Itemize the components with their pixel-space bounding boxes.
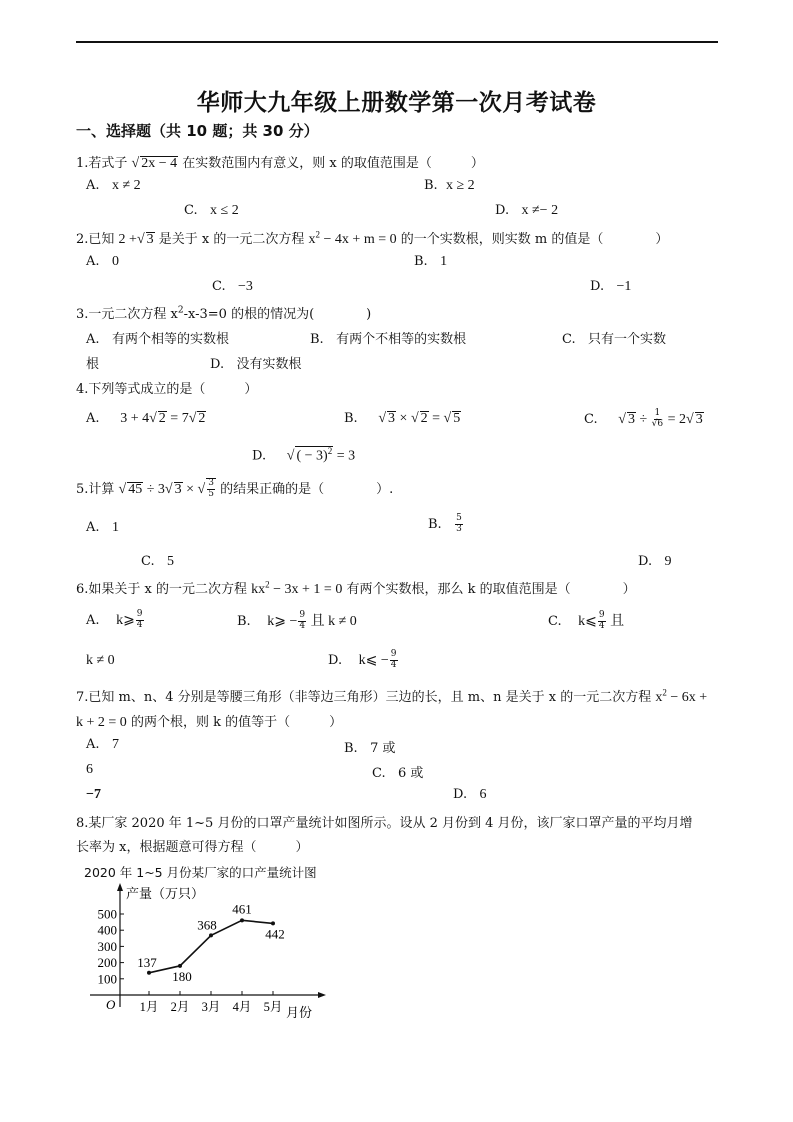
- y-tick-label: 200: [97, 955, 117, 971]
- q3-option-c-cont: 根: [86, 357, 100, 372]
- data-point: [209, 933, 213, 937]
- x-tick-label: 1月: [139, 1000, 159, 1014]
- question-1: 1.若式子 √ 2x − 4 在实数范围内有意义，则 x 的取值范围是（ ）: [76, 156, 484, 171]
- q3-option-d[interactable]: D. 没有实数根: [210, 357, 302, 372]
- question-4: 4.下列等式成立的是（ ）: [76, 382, 258, 397]
- question-5: 5.计算 √ 45 ÷ 3√ 3 × √ $\frac{3}{5}$ 的结果正确的是（ ）.: [76, 478, 394, 499]
- question-8-line-2: 长率为 x，根据题意可得方程（ ）: [76, 840, 309, 855]
- q6-option-c[interactable]: C. k⩽ $\frac{9}{4}$ 且: [548, 610, 625, 631]
- q3-option-c[interactable]: C. 只有一个实数: [562, 332, 667, 347]
- page-title: 华师大九年级上册数学第一次月考试卷: [196, 90, 597, 116]
- question-8-line-1: 8.某厂家 2020 年 1~5 月份的口罩产量统计如图所示。设从 2 月份到 4 月份，该厂家口罩产量的平均月增: [76, 816, 693, 831]
- q2-option-a[interactable]: A. 0: [86, 254, 119, 269]
- q2-option-d[interactable]: D. −1: [590, 279, 632, 294]
- x-axis-label: 月份: [286, 1005, 313, 1020]
- q3-option-a[interactable]: A. 有两个相等的实数根: [86, 332, 229, 347]
- origin-label: O: [106, 997, 116, 1012]
- x-tick-label: 3月: [201, 1000, 221, 1014]
- q7-option-c[interactable]: C. 6 或: [372, 766, 424, 781]
- x-tick-label: 2月: [170, 1000, 190, 1014]
- y-tick-label: 500: [97, 906, 117, 922]
- data-label: 368: [197, 917, 217, 933]
- q7-option-a[interactable]: A. 7: [86, 737, 119, 752]
- q4-option-a[interactable]: A. 3 + 4√ 2 = 7√ 2: [86, 411, 206, 426]
- q5-option-b[interactable]: B. $\frac{5}{3}$: [428, 513, 462, 534]
- data-label: 442: [265, 926, 285, 942]
- x-tick-label: 4月: [232, 1000, 252, 1014]
- q1-radical: 2x − 4: [141, 156, 178, 171]
- q4-option-c[interactable]: C. √ 3 ÷ $\frac{1}{√6}$ = 2√ 3: [584, 408, 703, 429]
- q7-option-d[interactable]: D. 6: [453, 787, 487, 802]
- q1-option-b[interactable]: B. x ≥ 2: [424, 178, 475, 193]
- q1-option-c[interactable]: C. x ≤ 2: [184, 203, 239, 218]
- q4-option-d[interactable]: D. √ ( − 3)$^2$ = 3: [252, 446, 356, 464]
- q4-option-b[interactable]: B. √ 3 × √ 2 = √ 5: [344, 411, 461, 426]
- q5-option-d[interactable]: D. 9: [638, 554, 672, 569]
- q7-option-b-cont: 6: [86, 762, 93, 777]
- data-label: 180: [172, 968, 192, 984]
- q6-option-a[interactable]: A. k⩾ $\frac{9}{4}$: [86, 609, 143, 630]
- q1-stem-post: 在实数范围内有意义，则 x 的取值范围是（ ）: [182, 156, 484, 171]
- q1-option-a[interactable]: A. x ≠ 2: [86, 178, 141, 193]
- q1-stem: 1.若式子: [76, 156, 128, 171]
- y-tick-label: 100: [97, 971, 117, 987]
- x-axis-arrow: [318, 992, 326, 998]
- data-point: [147, 971, 151, 975]
- question-7-line-1: 7.已知 m、n、4 分别是等腰三角形（非等边三角形）三边的长，且 m、n 是关于 x 的一元二次方程 $x^2 - 6x$ +: [76, 687, 708, 705]
- data-point: [178, 964, 182, 968]
- chart-title: 2020 年 1~5 月份某厂家的口产量统计图: [84, 865, 317, 880]
- y-axis-label: 产量（万只）: [126, 886, 205, 901]
- q3-option-b[interactable]: B. 有两个不相等的实数根: [310, 332, 467, 347]
- y-tick-label: 400: [97, 922, 117, 938]
- x-tick-label: 5月: [263, 1000, 283, 1014]
- production-line-chart: [80, 880, 330, 1020]
- q6-option-c-cont: k ≠ 0: [86, 653, 115, 668]
- q5-option-c[interactable]: C. 5: [141, 554, 175, 569]
- y-axis-arrow: [117, 883, 123, 891]
- question-3: 3.一元二次方程 $x^2-x-3=0$ 的根的情况为( ): [76, 305, 372, 322]
- q6-option-d[interactable]: D. k⩽ − $\frac{9}{4}$: [328, 649, 397, 670]
- question-7-line-2: k + 2 = 0 的两个根，则 k 的值等于（ ）: [76, 715, 343, 730]
- data-point: [271, 921, 275, 925]
- q7-option-c-cont: −7: [86, 787, 101, 802]
- q5-option-a[interactable]: A. 1: [86, 520, 119, 535]
- data-label: 461: [232, 901, 252, 917]
- header-rule: [76, 41, 718, 43]
- q7-option-b[interactable]: B. 7 或: [344, 741, 396, 756]
- data-label: 137: [137, 954, 157, 970]
- q1-option-d[interactable]: D. x ≠− 2: [495, 203, 559, 218]
- section-heading: 一、选择题（共 10 题；共 30 分）: [76, 122, 319, 140]
- q2-option-b[interactable]: B. 1: [414, 254, 448, 269]
- question-2: 2.已知 2 +√ 3 是关于 x 的一元二次方程 $x^2 - 4x + m = 0$ 的一个实数根，则实数 m 的值是（ ）: [76, 229, 669, 247]
- question-6: 6.如果关于 x 的一元二次方程 $kx^2 - 3x + 1 = 0$ 有两个实数根，那么 k 的取值范围是（ ）: [76, 579, 636, 597]
- data-point: [240, 918, 244, 922]
- q2-option-c[interactable]: C. −3: [212, 279, 253, 294]
- y-tick-label: 300: [97, 938, 117, 954]
- q6-option-b[interactable]: B. k⩾ − $\frac{9}{4}$ 且 k ≠ 0: [237, 610, 357, 631]
